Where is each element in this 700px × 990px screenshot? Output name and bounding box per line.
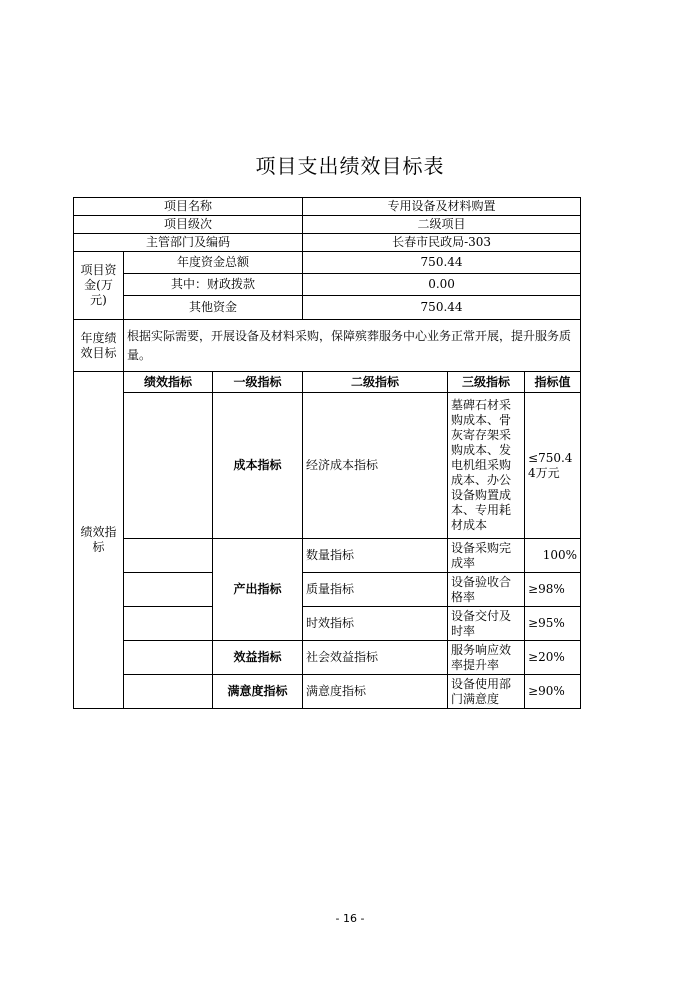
row-satisfaction [74,675,581,709]
output-quality-level-2: 质量指标 [303,573,448,607]
satisfaction-level-3: 设备使用部门满意度 [448,675,525,709]
indicators-label: 绩效指标 [74,372,124,709]
project-level-value: 二级项目 [303,216,581,234]
row-project-name [74,198,581,216]
output-timeliness-level-2: 时效指标 [303,607,448,641]
funds-label: 项目资金(万元) [74,252,124,320]
benefit-level-2: 社会效益指标 [303,641,448,675]
funds-other-label: 其他资金 [124,296,303,320]
row-funds-other [74,296,581,320]
row-annual-goal [74,320,581,372]
output-quality-level-3: 设备验收合格率 [448,573,525,607]
row-project-level [74,216,581,234]
satisfaction-level-1: 满意度指标 [213,675,303,709]
cost-value: ≤750.44万元 [525,393,581,539]
annual-goal-label: 年度绩效目标 [74,320,124,372]
output-quality-blank [124,573,213,607]
header-level-1: 一级指标 [213,372,303,393]
header-value: 指标值 [525,372,581,393]
funds-total-label: 年度资金总额 [124,252,303,274]
satisfaction-blank [124,675,213,709]
project-name-label: 项目名称 [74,198,303,216]
output-quantity-blank [124,539,213,573]
row-funds-fiscal [74,274,581,296]
department-label: 主管部门及编码 [74,234,303,252]
output-quantity-level-2: 数量指标 [303,539,448,573]
cost-level-2: 经济成本指标 [303,393,448,539]
performance-table [73,197,581,709]
funds-total-value: 750.44 [303,252,581,274]
row-funds-total [74,252,581,274]
header-level-2: 二级指标 [303,372,448,393]
cost-blank [124,393,213,539]
project-name-value: 专用设备及材料购置 [303,198,581,216]
funds-other-value: 750.44 [303,296,581,320]
benefit-level-3: 服务响应效率提升率 [448,641,525,675]
project-level-label: 项目级次 [74,216,303,234]
benefit-blank [124,641,213,675]
row-benefit [74,641,581,675]
header-level-3: 三级指标 [448,372,525,393]
output-timeliness-blank [124,607,213,641]
row-output-quality [74,573,581,607]
row-department [74,234,581,252]
output-quantity-level-3: 设备采购完成率 [448,539,525,573]
output-quality-value: ≥98% [525,573,581,607]
page-number: - 16 - [335,912,365,925]
row-cost [74,393,581,539]
benefit-value: ≥20% [525,641,581,675]
benefit-level-1: 效益指标 [213,641,303,675]
output-timeliness-level-3: 设备交付及时率 [448,607,525,641]
output-quantity-value: 100% [525,539,581,573]
row-indicator-headers [74,372,581,393]
row-output-quantity [74,539,581,573]
satisfaction-level-2: 满意度指标 [303,675,448,709]
output-level-1: 产出指标 [213,539,303,641]
satisfaction-value: ≥90% [525,675,581,709]
output-timeliness-value: ≥95% [525,607,581,641]
cost-level-1: 成本指标 [213,393,303,539]
header-performance: 绩效指标 [124,372,213,393]
annual-goal-text: 根据实际需要，开展设备及材料采购，保障殡葬服务中心业务正常开展，提升服务质量。 [124,320,581,372]
page-title: 项目支出绩效目标表 [255,154,445,178]
funds-fiscal-value: 0.00 [303,274,581,296]
department-value: 长春市民政局-303 [303,234,581,252]
funds-fiscal-label: 其中：财政拨款 [124,274,303,296]
row-output-timeliness [74,607,581,641]
cost-level-3: 墓碑石材采购成本、骨灰寄存架采购成本、发电机组采购成本、办公设备购置成本、专用耗材成本 [448,393,525,539]
